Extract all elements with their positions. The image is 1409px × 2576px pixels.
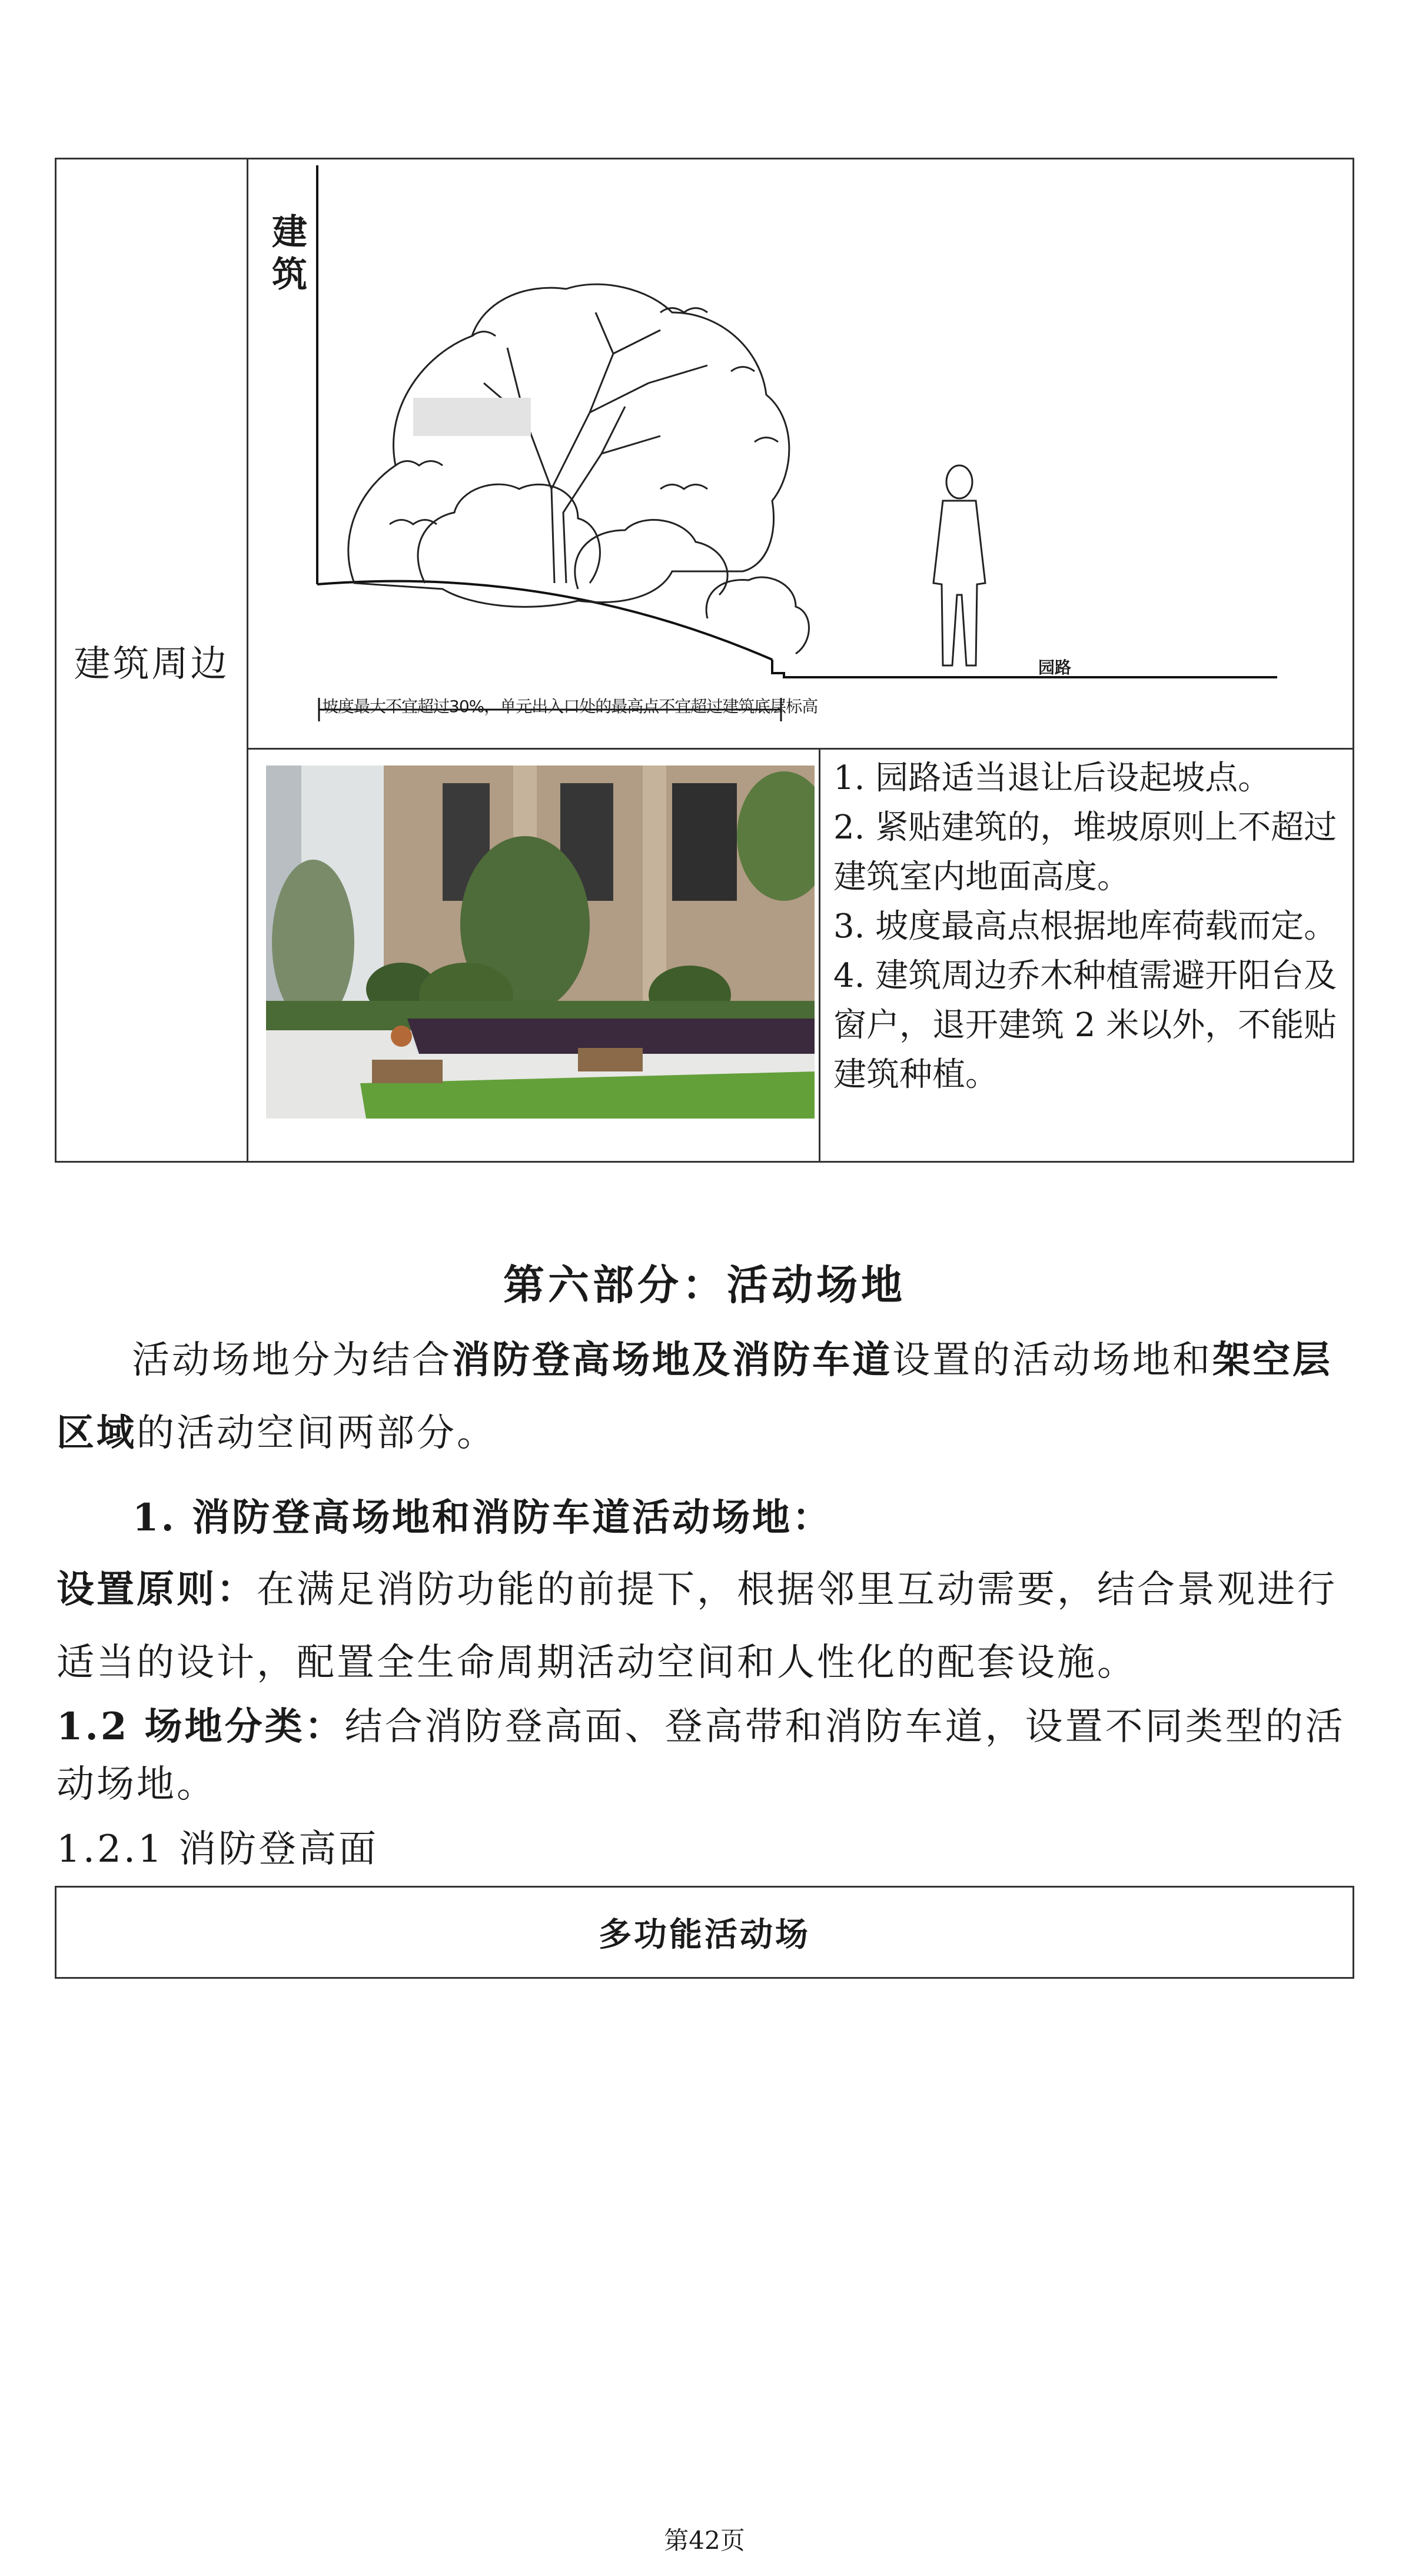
sub-heading: 1.2.1 消防登高面 xyxy=(57,1828,379,1871)
slope-note: 坡度最大不宜超过30%，单元出入口处的最高点不宜超过建筑底层标高 xyxy=(322,697,818,716)
building-edge-photo xyxy=(266,766,815,1119)
heading-fire-access: 1. 消防登高场地和消防车道活动场地： xyxy=(132,1496,833,1540)
building-label: 建筑 xyxy=(272,212,307,295)
road-label: 园路 xyxy=(1038,658,1072,677)
row-label: 建筑周边 xyxy=(74,641,230,685)
note-item: 3. 坡度最高点根据地库荷载而定。 xyxy=(833,907,1337,946)
slope-section-diagram xyxy=(248,159,1354,748)
principle-text: 在满足消防功能的前提下，根据邻里互动需要，结合景观进行适当的设计，配置全生命周期活动空间和人性化的配套设施。 xyxy=(57,1568,1337,1685)
classification-label: 1.2 场地分类： xyxy=(57,1705,345,1749)
table-row-divider xyxy=(248,748,1352,750)
intro-text: 的活动空间两部分。 xyxy=(137,1412,497,1455)
intro-text: 设置的活动场地和 xyxy=(892,1339,1212,1382)
slope-section-drawing xyxy=(248,159,1354,748)
intro-emphasis: 架空层区域 xyxy=(57,1338,1332,1455)
intro-emphasis: 消防登高场地及消防车道 xyxy=(452,1338,892,1382)
table-subcolumn-divider xyxy=(819,750,820,1161)
intro-text: 活动场地分为结合 xyxy=(132,1339,452,1382)
intro-paragraph xyxy=(57,1324,1356,1470)
note-item: 2. 紧贴建筑的，堆坡原则上不超过建筑室内地面高度。 xyxy=(833,808,1337,896)
note-item: 1. 园路适当退让后设起坡点。 xyxy=(833,759,1271,797)
principle-label: 设置原则： xyxy=(57,1567,257,1612)
section-title: 第六部分：活动场地 xyxy=(503,1261,906,1309)
building-surroundings-table xyxy=(55,158,1354,1163)
building-edge-notes xyxy=(833,754,1345,1100)
page-number: 第42页 xyxy=(664,2526,745,2555)
classification-paragraph xyxy=(57,1698,1356,1813)
principle-paragraph xyxy=(57,1553,1356,1699)
multi-function-table-header: 多功能活动场 xyxy=(55,1886,1354,1979)
note-item: 4. 建筑周边乔木种植需避开阳台及窗户，退开建筑 2 米以外，不能贴建筑种植。 xyxy=(833,957,1337,1094)
classification-text: 结合消防登高面、登高带和消防车道，设置不同类型的活动场地。 xyxy=(57,1705,1345,1806)
